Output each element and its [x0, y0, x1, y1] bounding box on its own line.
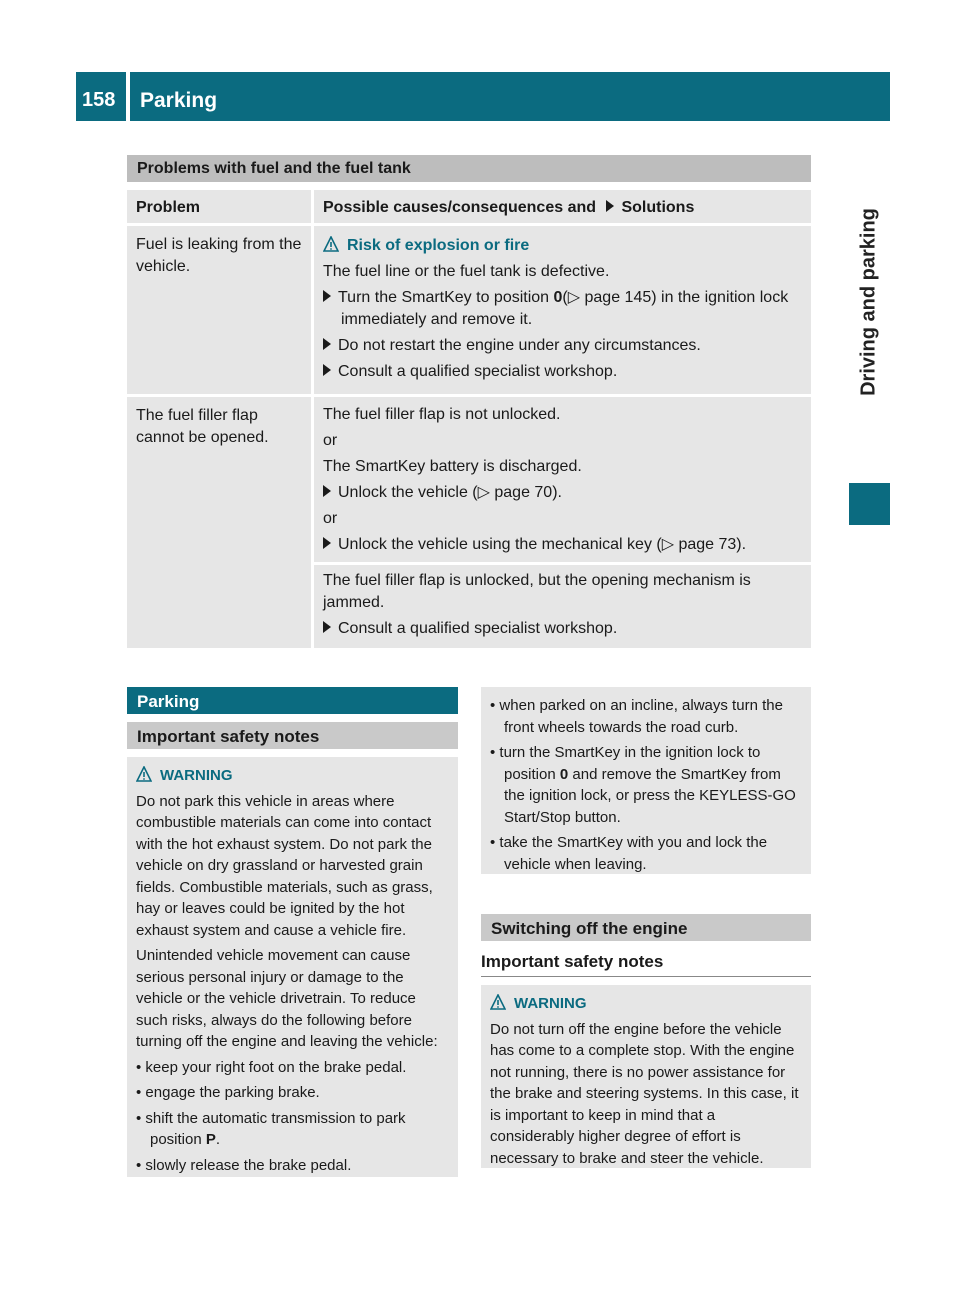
- position-value: 0: [553, 289, 563, 306]
- position-value: 0: [559, 765, 569, 783]
- side-tab: [849, 130, 890, 475]
- warning-heading: [136, 765, 450, 787]
- step-item: [323, 482, 805, 504]
- solution-cell-fuel-leak: [314, 226, 811, 394]
- warning-paragraph: Do not turn off the engine before the vehicle has come to a complete stop. With the engine not running, there is no power assistance for the brake and steering systems. In this case, it is important to keep in mind that a considerably higher degree of effort is necessary to brake and steer the vehicle.: [490, 1020, 799, 1167]
- or-text: or: [323, 432, 338, 449]
- step-item: [323, 361, 805, 383]
- section-title: Parking: [130, 72, 890, 121]
- list-item-text: take the SmartKey with you and lock the vehicle when leaving.: [499, 834, 768, 873]
- list-item: • shift the automatic transmission to park position P.: [136, 1109, 406, 1148]
- or-text: or: [323, 510, 338, 527]
- list-item-text: slowly release the brake pedal.: [145, 1156, 352, 1174]
- solution-cell-flap-locked: [314, 397, 811, 562]
- warning-paragraph: Unintended vehicle movement can cause serious personal injury or damage to the vehicle or the vehicle drivetrain. To reduce such risks, always do the following before turning off the engine and leaving the vehicle:: [136, 947, 438, 1050]
- parking-heading: Parking: [127, 687, 458, 714]
- engine-warning-box: [481, 985, 811, 1168]
- arrow-icon: [323, 338, 331, 350]
- solution-cell-flap-jammed: [314, 565, 811, 648]
- list-item-text: and remove the SmartKey from the ignition lock, or press the KEYLESS-GO Start/Stop button.: [504, 765, 796, 826]
- warning-label: WARNING: [160, 767, 233, 784]
- warning-triangle-icon: [490, 994, 506, 1010]
- warning-label: WARNING: [514, 995, 587, 1012]
- arrow-icon: [606, 200, 614, 212]
- warning-heading: [490, 993, 803, 1015]
- arrow-icon: [323, 537, 331, 549]
- list-item-text: shift the automatic transmission to park position: [145, 1109, 406, 1148]
- cause-text: The fuel filler flap is not unlocked.: [323, 406, 561, 423]
- arrow-icon: [323, 621, 331, 633]
- step-text: Unlock the vehicle using the mechanical key (▷ page 73).: [338, 536, 747, 553]
- list-item: • slowly release the brake pedal.: [136, 1156, 352, 1174]
- column-header-solutions-label: Solutions: [621, 199, 695, 216]
- warning-heading: [323, 235, 805, 257]
- warning-text: Risk of explosion or fire: [347, 237, 530, 254]
- column-header-solutions: [314, 190, 811, 223]
- gear-value: P: [205, 1131, 216, 1148]
- side-tab-marker: [849, 483, 890, 525]
- list-item-text: turn the SmartKey in the ignition lock to position: [499, 744, 761, 783]
- list-item: • turn the SmartKey in the ignition lock to position 0 and remove the SmartKey from the ignition lock, or press the KEYLESS-GO Start/Stop button.: [490, 744, 796, 826]
- side-tab-label: Driving and parking: [857, 208, 880, 396]
- problem-text: Fuel is leaking from the vehicle.: [136, 236, 302, 275]
- step-text: Do not restart the engine under any circumstances.: [338, 337, 701, 354]
- step-text: Unlock the vehicle (▷ page 70).: [338, 484, 562, 501]
- step-item: [323, 287, 805, 331]
- engine-heading: Switching off the engine: [481, 914, 811, 941]
- parking-subheading: Important safety notes: [127, 722, 458, 749]
- problem-text: The fuel filler flap cannot be opened.: [136, 407, 269, 446]
- arrow-icon: [323, 364, 331, 376]
- parking-continued-box: [481, 687, 811, 874]
- step-text: (▷ page 145) in the ignition lock immediately and remove it.: [341, 289, 789, 328]
- list-item: • when parked on an incline, always turn the front wheels towards the road curb.: [490, 697, 783, 736]
- page-number: 158: [76, 72, 126, 121]
- list-item-text: when parked on an incline, always turn the front wheels towards the road curb.: [499, 697, 783, 736]
- warning-triangle-icon: [136, 766, 152, 782]
- list-item: • engage the parking brake.: [136, 1084, 320, 1101]
- cause-text: The fuel line or the fuel tank is defective.: [323, 263, 610, 280]
- column-header-solutions-text: Possible causes/consequences and: [323, 199, 597, 216]
- problem-cell-fuel-leak: [127, 226, 311, 394]
- list-item: • keep your right foot on the brake pedal.: [136, 1058, 407, 1076]
- step-text: Consult a qualified specialist workshop.: [338, 620, 618, 637]
- step-item: [323, 534, 805, 556]
- step-text: Turn the SmartKey to position: [338, 289, 550, 306]
- cause-text: The SmartKey battery is discharged.: [323, 458, 582, 475]
- list-item-text: engage the parking brake.: [145, 1084, 320, 1101]
- step-item: [323, 618, 805, 640]
- cause-text: The fuel filler flap is unlocked, but the opening mechanism is jammed.: [323, 572, 751, 611]
- engine-subheading: Important safety notes: [481, 952, 811, 977]
- parking-warning-box: [127, 757, 458, 1177]
- column-header-problem: Problem: [127, 190, 311, 223]
- arrow-icon: [323, 485, 331, 497]
- step-item: [323, 335, 805, 357]
- arrow-icon: [323, 290, 331, 302]
- list-item: • take the SmartKey with you and lock the vehicle when leaving.: [490, 834, 768, 873]
- problem-cell-flap: [127, 397, 311, 648]
- warning-paragraph: Do not park this vehicle in areas where combustible materials can come into contact with the hot exhaust system. Do not park the vehicle on dry grassland or harvested grain fields. Combustible materials, such as grass, hay or leaves could be ignited by the hot exhaust system and cause a vehicle fire.: [136, 792, 433, 939]
- step-text: Consult a qualified specialist workshop.: [338, 363, 618, 380]
- table-title: Problems with fuel and the fuel tank: [127, 155, 811, 182]
- warning-triangle-icon: [323, 236, 339, 252]
- list-item-text: keep your right foot on the brake pedal.: [145, 1058, 407, 1076]
